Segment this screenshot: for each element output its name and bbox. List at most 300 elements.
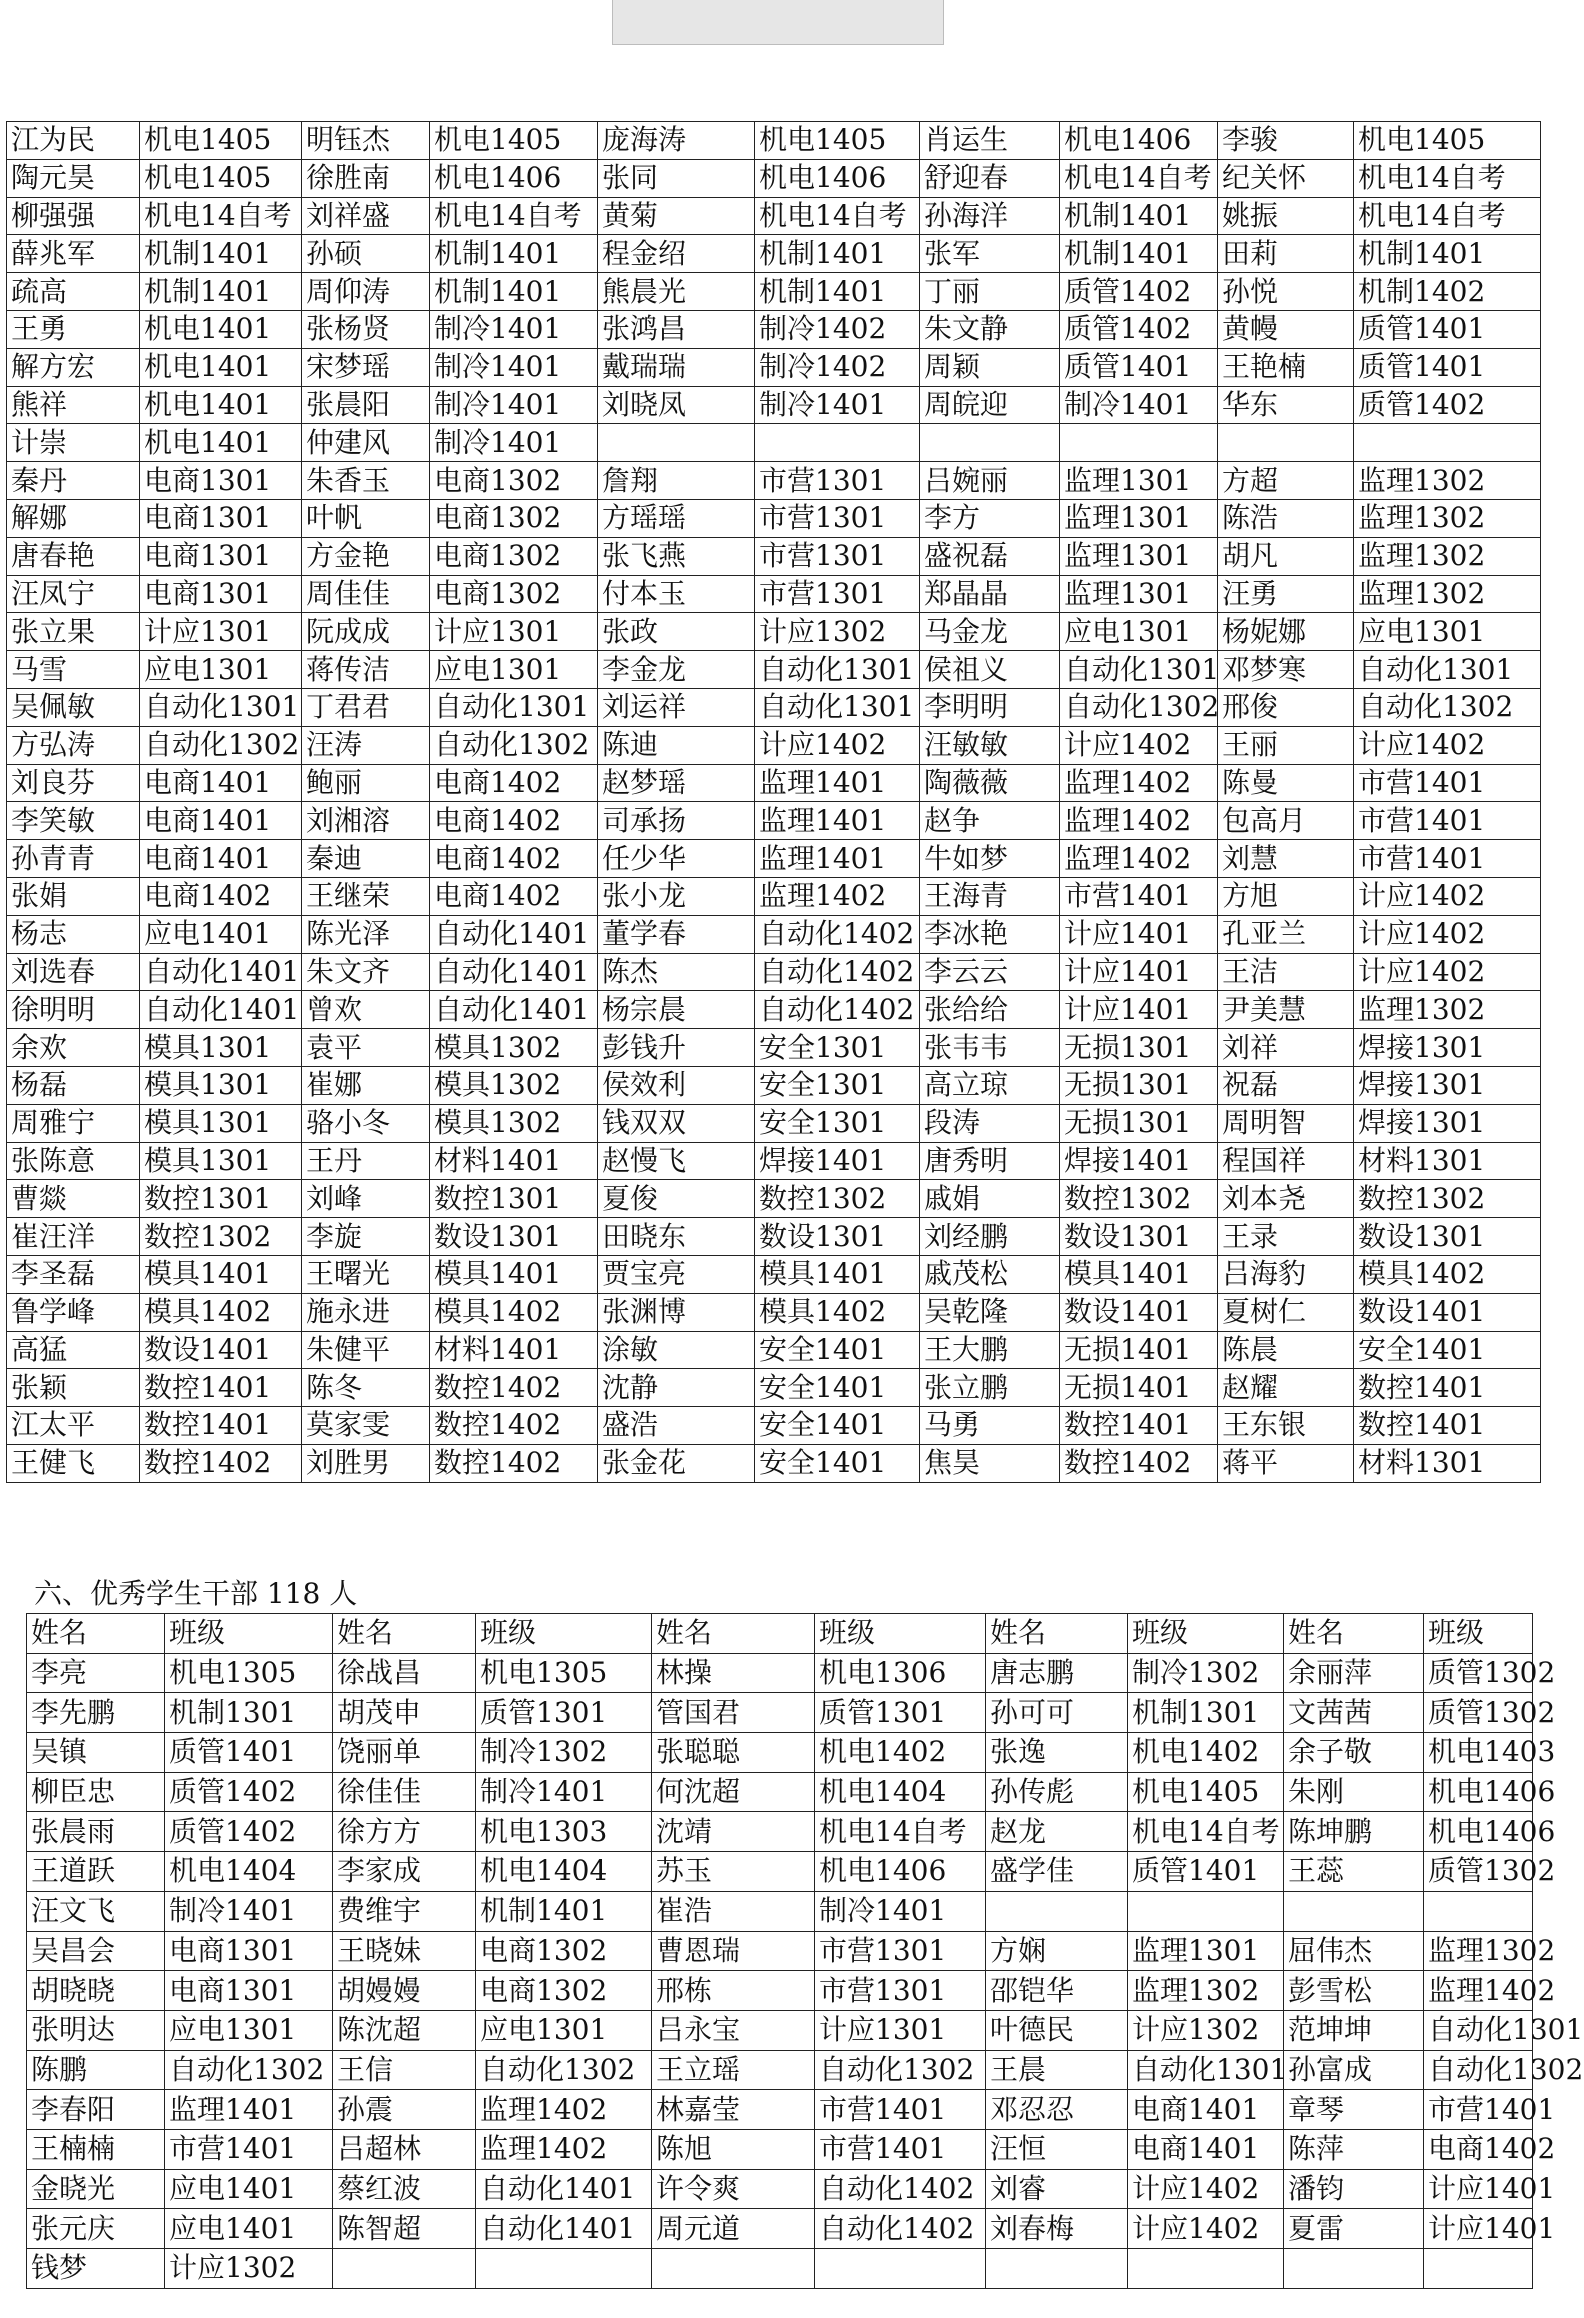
name-cell: 徐佳佳 (333, 1772, 476, 1812)
name-cell: 王健飞 (7, 1444, 140, 1482)
class-cell: 机电1402 (1128, 1733, 1284, 1773)
class-cell: 数设1301 (430, 1218, 598, 1256)
class-cell: 监理1302 (1354, 462, 1541, 500)
name-cell (1284, 1891, 1424, 1931)
class-cell: 应电1301 (430, 651, 598, 689)
class-cell: 电商1301 (140, 575, 302, 613)
class-cell: 机电1305 (476, 1653, 652, 1693)
class-cell: 监理1402 (476, 2090, 652, 2130)
name-cell: 刘慧 (1218, 840, 1354, 878)
table-row (27, 1971, 1533, 2011)
class-cell: 机电14自考 (1060, 159, 1218, 197)
name-cell: 邓梦寒 (1218, 651, 1354, 689)
name-cell: 范坤坤 (1284, 2010, 1424, 2050)
name-cell: 王楠楠 (27, 2129, 165, 2169)
table-row (7, 424, 1541, 462)
name-cell: 马勇 (920, 1407, 1060, 1445)
name-cell: 王洁 (1218, 953, 1354, 991)
class-cell: 机制1401 (755, 235, 920, 273)
class-cell: 机电14自考 (140, 197, 302, 235)
class-cell: 机电1404 (476, 1852, 652, 1892)
name-cell: 王蕊 (1284, 1852, 1424, 1892)
name-cell: 赵龙 (986, 1812, 1128, 1852)
class-cell: 制冷1401 (430, 386, 598, 424)
class-cell: 自动化1402 (755, 953, 920, 991)
name-cell: 程金绍 (598, 235, 755, 273)
class-cell: 数控1301 (140, 1180, 302, 1218)
name-cell: 邓忍忍 (986, 2090, 1128, 2130)
name-cell: 鲁学峰 (7, 1293, 140, 1331)
class-cell: 市营1401 (1354, 802, 1541, 840)
class-cell: 应电1401 (165, 2169, 333, 2209)
class-cell: 电商1401 (1128, 2129, 1284, 2169)
class-cell: 制冷1402 (755, 310, 920, 348)
name-cell: 姚振 (1218, 197, 1354, 235)
name-cell: 刘晓凤 (598, 386, 755, 424)
class-cell: 自动化1301 (430, 688, 598, 726)
name-cell: 陈萍 (1284, 2129, 1424, 2169)
class-cell: 机电14自考 (815, 1812, 986, 1852)
name-cell: 明钰杰 (302, 122, 430, 160)
class-cell: 监理1302 (1354, 499, 1541, 537)
class-cell: 模具1401 (1060, 1255, 1218, 1293)
class-cell: 机电1401 (140, 310, 302, 348)
name-cell: 刘胜男 (302, 1444, 430, 1482)
name-cell (920, 424, 1060, 462)
column-header: 姓名 (1284, 1614, 1424, 1654)
class-cell: 自动化1402 (755, 991, 920, 1029)
name-cell: 张给给 (920, 991, 1060, 1029)
class-cell: 材料1301 (1354, 1444, 1541, 1482)
name-cell (333, 2249, 476, 2289)
class-cell: 质管1302 (1424, 1653, 1533, 1693)
name-cell: 孙传彪 (986, 1772, 1128, 1812)
name-cell: 陈坤鹏 (1284, 1812, 1424, 1852)
class-cell: 监理1401 (755, 840, 920, 878)
name-cell: 周明智 (1218, 1104, 1354, 1142)
class-cell: 数控1302 (1354, 1180, 1541, 1218)
name-cell: 陈旭 (652, 2129, 815, 2169)
table-row (7, 122, 1541, 160)
name-cell: 王勇 (7, 310, 140, 348)
class-cell: 电商1402 (430, 877, 598, 915)
name-cell: 方娴 (986, 1931, 1128, 1971)
name-cell: 陈浩 (1218, 499, 1354, 537)
name-cell: 田莉 (1218, 235, 1354, 273)
class-cell: 机电14自考 (1354, 197, 1541, 235)
name-cell: 李先鹏 (27, 1693, 165, 1733)
class-cell: 监理1401 (755, 764, 920, 802)
class-cell: 市营1301 (755, 499, 920, 537)
name-cell: 曾欢 (302, 991, 430, 1029)
class-cell: 质管1401 (1060, 348, 1218, 386)
name-cell: 江为民 (7, 122, 140, 160)
name-cell: 方瑶瑶 (598, 499, 755, 537)
name-cell: 刘良芬 (7, 764, 140, 802)
class-cell: 监理1301 (1060, 537, 1218, 575)
class-cell: 数设1301 (1354, 1218, 1541, 1256)
name-cell: 李骏 (1218, 122, 1354, 160)
table-row (27, 2090, 1533, 2130)
class-cell: 应电1301 (476, 2010, 652, 2050)
class-cell: 机电1405 (1354, 122, 1541, 160)
name-cell: 莫家雯 (302, 1407, 430, 1445)
class-cell: 监理1302 (1128, 1971, 1284, 2011)
table-row (27, 1733, 1533, 1773)
class-cell: 安全1301 (755, 1029, 920, 1067)
class-cell: 应电1301 (140, 651, 302, 689)
name-cell (1218, 424, 1354, 462)
name-cell (652, 2249, 815, 2289)
class-cell: 数设1301 (755, 1218, 920, 1256)
name-cell: 周颖 (920, 348, 1060, 386)
name-cell: 庞海涛 (598, 122, 755, 160)
class-cell: 机制1401 (430, 235, 598, 273)
name-cell: 吕永宝 (652, 2010, 815, 2050)
name-cell: 杨宗晨 (598, 991, 755, 1029)
name-cell: 赵耀 (1218, 1369, 1354, 1407)
student-list-table (6, 121, 1541, 1483)
class-cell: 市营1401 (815, 2090, 986, 2130)
class-cell: 焊接1401 (1060, 1142, 1218, 1180)
class-cell: 机电1401 (140, 386, 302, 424)
class-cell: 材料1401 (430, 1142, 598, 1180)
name-cell: 周元道 (652, 2209, 815, 2249)
name-cell: 邢栋 (652, 1971, 815, 2011)
class-cell: 机制1401 (430, 273, 598, 311)
table-row (7, 386, 1541, 424)
class-cell: 自动化1301 (1128, 2050, 1284, 2090)
name-cell: 吕海豹 (1218, 1255, 1354, 1293)
class-cell: 市营1301 (815, 1931, 986, 1971)
name-cell: 许令爽 (652, 2169, 815, 2209)
name-cell: 马雪 (7, 651, 140, 689)
class-cell: 市营1301 (815, 1971, 986, 2011)
table-row (27, 2050, 1533, 2090)
class-cell: 监理1301 (1060, 499, 1218, 537)
class-cell: 监理1402 (755, 877, 920, 915)
name-cell: 唐春艳 (7, 537, 140, 575)
class-cell: 监理1402 (476, 2129, 652, 2169)
name-cell: 熊祥 (7, 386, 140, 424)
class-cell: 计应1401 (1060, 991, 1218, 1029)
class-cell: 电商1302 (430, 537, 598, 575)
class-cell: 机电1406 (755, 159, 920, 197)
class-cell: 模具1401 (430, 1255, 598, 1293)
class-cell: 机电1405 (1128, 1772, 1284, 1812)
class-cell: 电商1402 (430, 764, 598, 802)
class-cell: 电商1302 (476, 1971, 652, 2011)
table-row (7, 1180, 1541, 1218)
name-cell: 江太平 (7, 1407, 140, 1445)
class-cell: 应电1301 (1060, 613, 1218, 651)
class-cell: 计应1402 (1354, 915, 1541, 953)
name-cell: 潘钧 (1284, 2169, 1424, 2209)
name-cell: 高猛 (7, 1331, 140, 1369)
class-cell: 安全1301 (755, 1066, 920, 1104)
name-cell: 王丹 (302, 1142, 430, 1180)
class-cell: 质管1301 (476, 1693, 652, 1733)
table-row (7, 348, 1541, 386)
name-cell: 孙富成 (1284, 2050, 1424, 2090)
class-cell: 机电14自考 (1128, 1812, 1284, 1852)
name-cell: 孙可可 (986, 1693, 1128, 1733)
name-cell: 蒋平 (1218, 1444, 1354, 1482)
class-cell: 电商1402 (1424, 2129, 1533, 2169)
name-cell: 林嘉莹 (652, 2090, 815, 2130)
name-cell: 王录 (1218, 1218, 1354, 1256)
name-cell: 司承扬 (598, 802, 755, 840)
class-cell: 数控1401 (140, 1369, 302, 1407)
table-row (27, 1772, 1533, 1812)
name-cell: 盛浩 (598, 1407, 755, 1445)
name-cell: 叶帆 (302, 499, 430, 537)
column-header: 姓名 (986, 1614, 1128, 1654)
table-row (7, 1331, 1541, 1369)
name-cell: 柳臣忠 (27, 1772, 165, 1812)
class-cell: 电商1402 (430, 802, 598, 840)
name-cell: 张元庆 (27, 2209, 165, 2249)
class-cell: 机电1405 (140, 159, 302, 197)
name-cell: 丁丽 (920, 273, 1060, 311)
name-cell: 仲建风 (302, 424, 430, 462)
class-cell: 焊接1401 (755, 1142, 920, 1180)
name-cell: 祝磊 (1218, 1066, 1354, 1104)
class-cell: 自动化1301 (755, 651, 920, 689)
table-row (7, 688, 1541, 726)
name-cell: 王东银 (1218, 1407, 1354, 1445)
table-row (27, 1653, 1533, 1693)
class-cell: 制冷1401 (430, 310, 598, 348)
name-cell: 薛兆军 (7, 235, 140, 273)
name-cell: 刘峰 (302, 1180, 430, 1218)
table-row (7, 159, 1541, 197)
name-cell: 詹翔 (598, 462, 755, 500)
class-cell: 模具1402 (430, 1293, 598, 1331)
name-cell: 张聪聪 (652, 1733, 815, 1773)
name-cell: 尹美慧 (1218, 991, 1354, 1029)
name-cell: 饶丽单 (333, 1733, 476, 1773)
class-cell: 计应1402 (1128, 2209, 1284, 2249)
class-cell: 焊接1301 (1354, 1029, 1541, 1067)
class-cell: 机电1404 (815, 1772, 986, 1812)
name-cell: 张晨阳 (302, 386, 430, 424)
class-cell: 自动化1302 (1424, 2050, 1533, 2090)
name-cell: 周雅宁 (7, 1104, 140, 1142)
name-cell: 赵梦瑶 (598, 764, 755, 802)
class-cell: 计应1301 (140, 613, 302, 651)
class-cell: 计应1302 (165, 2249, 333, 2289)
name-cell: 马金龙 (920, 613, 1060, 651)
class-cell: 自动化1402 (815, 2209, 986, 2249)
name-cell: 张立鹏 (920, 1369, 1060, 1407)
name-cell (986, 1891, 1128, 1931)
class-cell: 机制1401 (755, 273, 920, 311)
name-cell: 王丽 (1218, 726, 1354, 764)
name-cell: 胡茂申 (333, 1693, 476, 1733)
class-cell: 电商1301 (140, 462, 302, 500)
name-cell: 朱文齐 (302, 953, 430, 991)
name-cell: 叶德民 (986, 2010, 1128, 2050)
class-cell: 机制1402 (1354, 273, 1541, 311)
table-row (7, 840, 1541, 878)
table-row (7, 1407, 1541, 1445)
name-cell: 袁平 (302, 1029, 430, 1067)
class-cell: 机制1401 (1060, 197, 1218, 235)
name-cell: 张明达 (27, 2010, 165, 2050)
name-cell: 陈冬 (302, 1369, 430, 1407)
table-row (27, 1693, 1533, 1733)
name-cell: 夏树仁 (1218, 1293, 1354, 1331)
class-cell: 监理1402 (1060, 764, 1218, 802)
name-cell: 施永进 (302, 1293, 430, 1331)
name-cell: 陈沈超 (333, 2010, 476, 2050)
class-cell: 机电1306 (815, 1653, 986, 1693)
class-cell: 机电14自考 (755, 197, 920, 235)
name-cell: 周佳佳 (302, 575, 430, 613)
class-cell: 数控1302 (755, 1180, 920, 1218)
class-cell: 安全1401 (755, 1369, 920, 1407)
class-cell: 电商1302 (476, 1931, 652, 1971)
class-cell: 自动化1301 (1060, 651, 1218, 689)
class-cell: 自动化1301 (1424, 2010, 1533, 2050)
table-row (7, 1066, 1541, 1104)
name-cell: 贾宝亮 (598, 1255, 755, 1293)
class-cell: 计应1401 (1424, 2209, 1533, 2249)
class-cell: 应电1301 (165, 2010, 333, 2050)
name-cell: 郑晶晶 (920, 575, 1060, 613)
class-cell: 材料1401 (430, 1331, 598, 1369)
class-cell: 计应1402 (1354, 953, 1541, 991)
class-cell: 无损1301 (1060, 1104, 1218, 1142)
name-cell: 戚茂松 (920, 1255, 1060, 1293)
class-cell: 机电1401 (140, 424, 302, 462)
name-cell: 崔浩 (652, 1891, 815, 1931)
table-row (7, 764, 1541, 802)
class-cell: 数控1402 (1060, 1444, 1218, 1482)
class-cell: 数控1302 (140, 1218, 302, 1256)
class-cell: 机电1403 (1424, 1733, 1533, 1773)
class-cell: 机电1405 (430, 122, 598, 160)
name-cell (598, 424, 755, 462)
class-cell: 机电1406 (430, 159, 598, 197)
name-cell: 朱刚 (1284, 1772, 1424, 1812)
table-row (7, 877, 1541, 915)
name-cell: 汪文飞 (27, 1891, 165, 1931)
name-cell: 吴昌会 (27, 1931, 165, 1971)
class-cell: 质管1401 (1354, 348, 1541, 386)
class-cell: 电商1301 (165, 1931, 333, 1971)
column-header: 姓名 (27, 1614, 165, 1654)
class-cell: 数设1401 (1060, 1293, 1218, 1331)
class-cell: 机电1406 (1060, 122, 1218, 160)
name-cell: 彭钱升 (598, 1029, 755, 1067)
name-cell: 沈靖 (652, 1812, 815, 1852)
column-header: 班级 (815, 1614, 986, 1654)
name-cell: 包高月 (1218, 802, 1354, 840)
name-cell: 胡嫚嫚 (333, 1971, 476, 2011)
name-cell: 陶元昊 (7, 159, 140, 197)
table-row (7, 1218, 1541, 1256)
class-cell: 电商1301 (140, 499, 302, 537)
name-cell: 牛如梦 (920, 840, 1060, 878)
name-cell: 戴瑞瑞 (598, 348, 755, 386)
name-cell: 刘选春 (7, 953, 140, 991)
class-cell: 监理1402 (1060, 802, 1218, 840)
class-cell: 监理1401 (165, 2090, 333, 2130)
class-cell: 市营1401 (1354, 840, 1541, 878)
table-row (27, 1812, 1533, 1852)
class-cell: 市营1301 (755, 537, 920, 575)
class-cell: 模具1302 (430, 1029, 598, 1067)
class-cell: 安全1401 (755, 1407, 920, 1445)
table-row (27, 2249, 1533, 2289)
class-cell: 质管1302 (1424, 1693, 1533, 1733)
class-cell: 机制1401 (140, 235, 302, 273)
name-cell: 蔡红波 (333, 2169, 476, 2209)
name-cell: 张立果 (7, 613, 140, 651)
class-cell: 自动化1301 (1354, 651, 1541, 689)
name-cell: 汪勇 (1218, 575, 1354, 613)
table-row (7, 802, 1541, 840)
column-header: 班级 (1424, 1614, 1533, 1654)
class-cell: 质管1402 (165, 1812, 333, 1852)
class-cell: 自动化1301 (140, 688, 302, 726)
class-cell (1424, 2249, 1533, 2289)
class-cell: 模具1301 (140, 1104, 302, 1142)
class-cell: 制冷1401 (430, 348, 598, 386)
header-row (27, 1614, 1533, 1654)
class-cell: 数控1401 (1060, 1407, 1218, 1445)
name-cell: 张颖 (7, 1369, 140, 1407)
name-cell: 刘湘溶 (302, 802, 430, 840)
name-cell: 方超 (1218, 462, 1354, 500)
name-cell: 李春阳 (27, 2090, 165, 2130)
table-row (7, 575, 1541, 613)
class-cell: 制冷1401 (815, 1891, 986, 1931)
name-cell: 刘春梅 (986, 2209, 1128, 2249)
class-cell: 机电1406 (1424, 1772, 1533, 1812)
class-cell: 无损1401 (1060, 1331, 1218, 1369)
class-cell: 计应1402 (1354, 877, 1541, 915)
name-cell: 杨妮娜 (1218, 613, 1354, 651)
class-cell: 机电1405 (755, 122, 920, 160)
name-cell: 彭雪松 (1284, 1971, 1424, 2011)
name-cell: 张陈意 (7, 1142, 140, 1180)
class-cell: 电商1302 (430, 462, 598, 500)
name-cell: 黄菊 (598, 197, 755, 235)
class-cell: 无损1301 (1060, 1029, 1218, 1067)
class-cell: 自动化1302 (1354, 688, 1541, 726)
name-cell: 唐秀明 (920, 1142, 1060, 1180)
name-cell: 胡凡 (1218, 537, 1354, 575)
class-cell: 制冷1402 (755, 348, 920, 386)
class-cell: 模具1402 (1354, 1255, 1541, 1293)
class-cell: 机电14自考 (1354, 159, 1541, 197)
name-cell: 张政 (598, 613, 755, 651)
name-cell: 陈鹏 (27, 2050, 165, 2090)
name-cell: 孙震 (333, 2090, 476, 2130)
class-cell: 机电1406 (815, 1852, 986, 1892)
name-cell: 张逸 (986, 1733, 1128, 1773)
table-row (27, 2129, 1533, 2169)
name-cell: 秦迪 (302, 840, 430, 878)
class-cell (1060, 424, 1218, 462)
class-cell: 质管1302 (1424, 1852, 1533, 1892)
class-cell: 电商1302 (430, 499, 598, 537)
name-cell: 丁君君 (302, 688, 430, 726)
name-cell: 文茜茜 (1284, 1693, 1424, 1733)
